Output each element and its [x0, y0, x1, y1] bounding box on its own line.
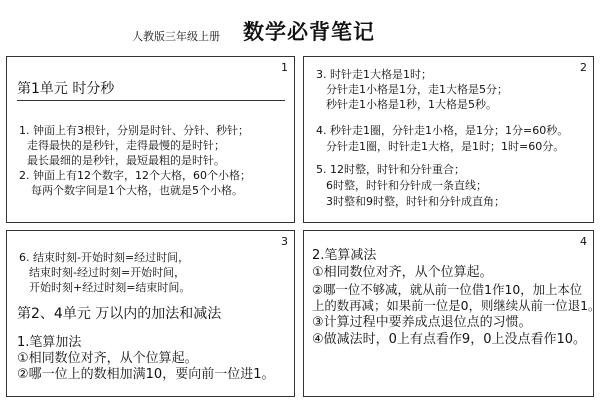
note-line: 分针走1圈，时针走1大格，是1时；1时=60分。 — [326, 140, 565, 153]
note-card-2 — [303, 56, 594, 223]
page-subtitle: 人教版三年级上册 — [132, 30, 220, 43]
note-line: 分针走1小格是1分，走1大格是5分； — [326, 83, 508, 96]
note-line: 走得最快的是秒针，走得最慢的是时针； — [27, 139, 225, 152]
note-line: ①相同数位对齐，从个位算起。 — [312, 265, 493, 280]
note-line: 1.笔算加法 — [17, 335, 82, 350]
note-card-4 — [303, 230, 600, 397]
note-card-3 — [6, 230, 295, 397]
note-line: ③计算过程中要养成点退位点的习惯。 — [312, 315, 532, 330]
note-line: 结束时刻-经过时刻=开始时间， — [29, 266, 186, 279]
note-card-1 — [6, 56, 295, 223]
note-line: 上的数再减；如果前一位是0，则继续从前一位退1。 — [312, 298, 600, 313]
page-title: 数学必背笔记 — [243, 20, 375, 44]
note-line: 3时整和9时整，时针和分针成直角； — [326, 195, 505, 208]
note-line: ④做减法时，0上有点看作9，0上没点看作10。 — [312, 332, 587, 347]
card-number: 2 — [580, 61, 587, 74]
note-line: 3. 时针走1大格是1时； — [316, 68, 432, 81]
note-line: 最长最细的是秒针，最短最粗的是时针。 — [27, 154, 225, 167]
note-line: 5. 12时整，时针和分针重合； — [316, 163, 465, 176]
heading-divider — [17, 100, 285, 101]
note-line: 2.笔算减法 — [312, 248, 377, 263]
note-line: 1. 钟面上有3根针，分别是时针、分针、秒针； — [19, 124, 249, 137]
note-line: ②哪一位不够减，就从前一位借1作10，加上本位 — [312, 282, 583, 297]
note-line: 每两个数字间是1个大格，也就是5个小格。 — [31, 184, 243, 197]
note-line: 秒针走1小格是1秒，1大格是5秒。 — [326, 98, 497, 111]
note-line: 6时整，时针和分针成一条直线； — [326, 179, 487, 192]
note-line: 开始时刻+经过时刻=结束时间。 — [29, 281, 191, 294]
note-line: 4. 秒针走1圈，分针走1小格，是1分；1分=60秒。 — [316, 124, 569, 137]
card-number: 1 — [281, 61, 288, 74]
note-line: 2. 钟面上有12个数字，12个大格，60个小格； — [19, 169, 251, 182]
note-line: ②哪一位上的数相加满10，要向前一位进1。 — [17, 367, 275, 382]
card-number: 3 — [281, 235, 288, 248]
unit-heading: 第1单元 时分秒 — [17, 81, 115, 97]
note-line: 6. 结束时刻-开始时刻=经过时间， — [19, 251, 190, 264]
card-number: 4 — [580, 235, 587, 248]
unit-heading: 第2、4单元 万以内的加法和减法 — [17, 306, 222, 322]
note-line: ①相同数位对齐，从个位算起。 — [17, 351, 198, 366]
